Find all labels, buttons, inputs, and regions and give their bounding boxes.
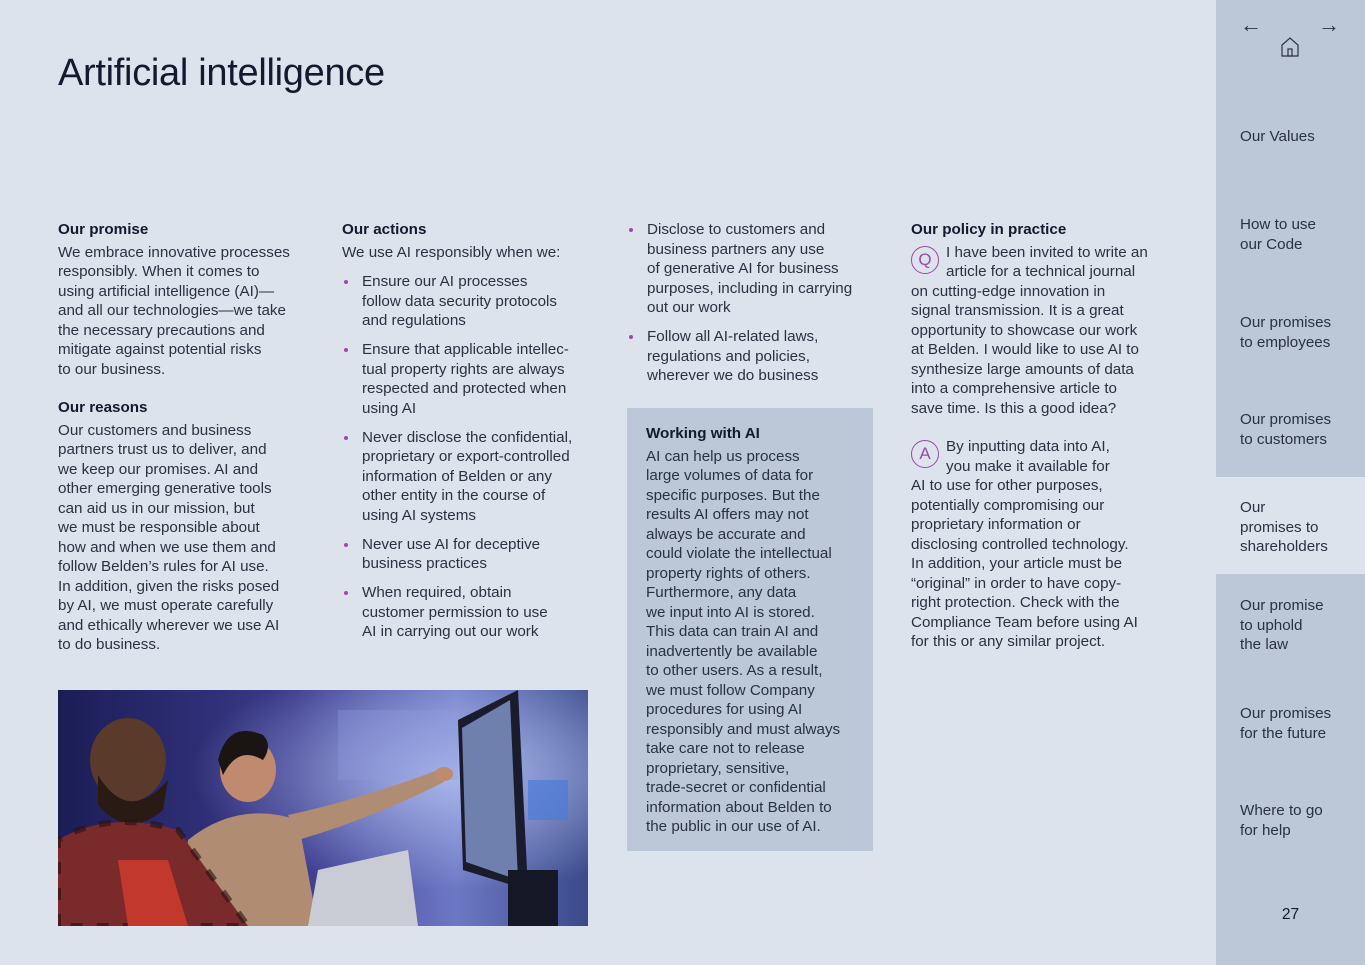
list-item: Never use AI for deceptive business practices: [342, 535, 597, 574]
promise-reasons-column: [58, 220, 308, 655]
photo-two-people-at-monitor: [58, 690, 588, 926]
arrow-left-icon[interactable]: ←: [1240, 12, 1262, 37]
question-block: [911, 243, 1166, 419]
answer-block: [911, 437, 1166, 652]
working-with-ai-box: [627, 408, 873, 851]
actions-intro: We use AI responsibly when we:: [342, 243, 561, 261]
actions-list: [342, 272, 597, 642]
sidebar: [1216, 0, 1365, 965]
list-item: Ensure our AI processes follow data security protocols and regulations: [342, 272, 597, 331]
reasons-heading: Our reasons: [58, 399, 148, 416]
list-item: Never disclose the confidential, proprietary or export-controlled information of Belden or any other entity in the course of using AI systems: [342, 428, 597, 526]
actions-heading: Our actions: [342, 221, 427, 238]
actions-list-continued: [627, 220, 877, 386]
actions-continued-column: [627, 220, 877, 395]
sidebar-item-our-values[interactable]: Our Values: [1240, 128, 1315, 145]
working-box-heading: Working with AI: [646, 425, 760, 442]
arrow-right-icon[interactable]: →: [1318, 12, 1340, 37]
list-item: Ensure that applicable intellec- tual property rights are always respected and protected when using AI: [342, 340, 597, 418]
sidebar-item-shareholders[interactable]: Our promises to shareholders: [1216, 477, 1365, 574]
sidebar-item-employees[interactable]: Our promises to employees: [1240, 314, 1332, 351]
policy-heading: Our policy in practice: [911, 221, 1067, 238]
photo-illustration: [58, 690, 588, 926]
promise-text: We embrace innovative processes responsibly. When it comes to using artificial intelligence (AI)— and all our technologies—we take the necessary precautions and mitigate against potential risks to our business.: [58, 243, 290, 378]
answer-text: By inputting data into AI, you make it available for AI to use for other purposes, potentially compromising our proprietary information or disclosing controlled technology. In addition, your article must be “original” in order to have copy- right protection. Check with the Compliance Team before using AI for this or any similar project.: [911, 438, 1138, 650]
list-item: Follow all AI-related laws, regulations and policies, wherever we do business: [627, 327, 877, 386]
page-number: 27: [1281, 906, 1300, 923]
sidebar-item-customers[interactable]: Our promises to customers: [1240, 411, 1332, 448]
working-box-text: AI can help us process large volumes of data for specific purposes. But the results AI offers may not always be accurate and could violate the intellectual property rights of others. Furthermore, any data we input into AI is stored. This data can train AI and inadvertently be available to other users. As a result, we must follow Company procedures for using AI responsibly and must always take care not to release proprietary, sensitive, trade-secret or confidential information about Belden to the public in our use of AI.: [646, 447, 841, 835]
sidebar-item-how-to-use[interactable]: How to use our Code: [1240, 216, 1316, 253]
answer-badge-icon: A: [911, 440, 939, 468]
question-text: I have been invited to write an article for a technical journal on cutting-edge innovation in signal transmission. It is a great opportunity to showcase our work at Belden. I would like to use AI to synthesize large amounts of data into a comprehensive article to save time. Is this a good idea?: [911, 243, 1148, 417]
home-icon[interactable]: [1280, 36, 1300, 58]
page-title: Artificial intelligence: [58, 52, 385, 94]
sidebar-item-uphold-law[interactable]: Our promise to uphold the law: [1240, 597, 1324, 653]
sidebar-item-help[interactable]: Where to go for help: [1240, 802, 1323, 839]
promise-heading: Our promise: [58, 221, 149, 238]
question-badge-icon: Q: [911, 246, 939, 274]
sidebar-item-future[interactable]: Our promises for the future: [1240, 705, 1332, 742]
list-item: Disclose to customers and business partners any use of generative AI for business purposes, including in carrying out our work: [627, 220, 877, 318]
list-item: When required, obtain customer permission to use AI in carrying out our work: [342, 583, 597, 642]
policy-column: [911, 220, 1166, 652]
actions-column: [342, 220, 597, 651]
reasons-text: Our customers and business partners trust us to deliver, and we keep our promises. AI and other emerging generative tools can aid us in our mission, but we must be responsible about how and when we use them and follow Belden’s rules for AI use. In addition, given the risks posed by AI, we must operate carefully and ethically wherever we use AI to do business.: [58, 421, 280, 653]
